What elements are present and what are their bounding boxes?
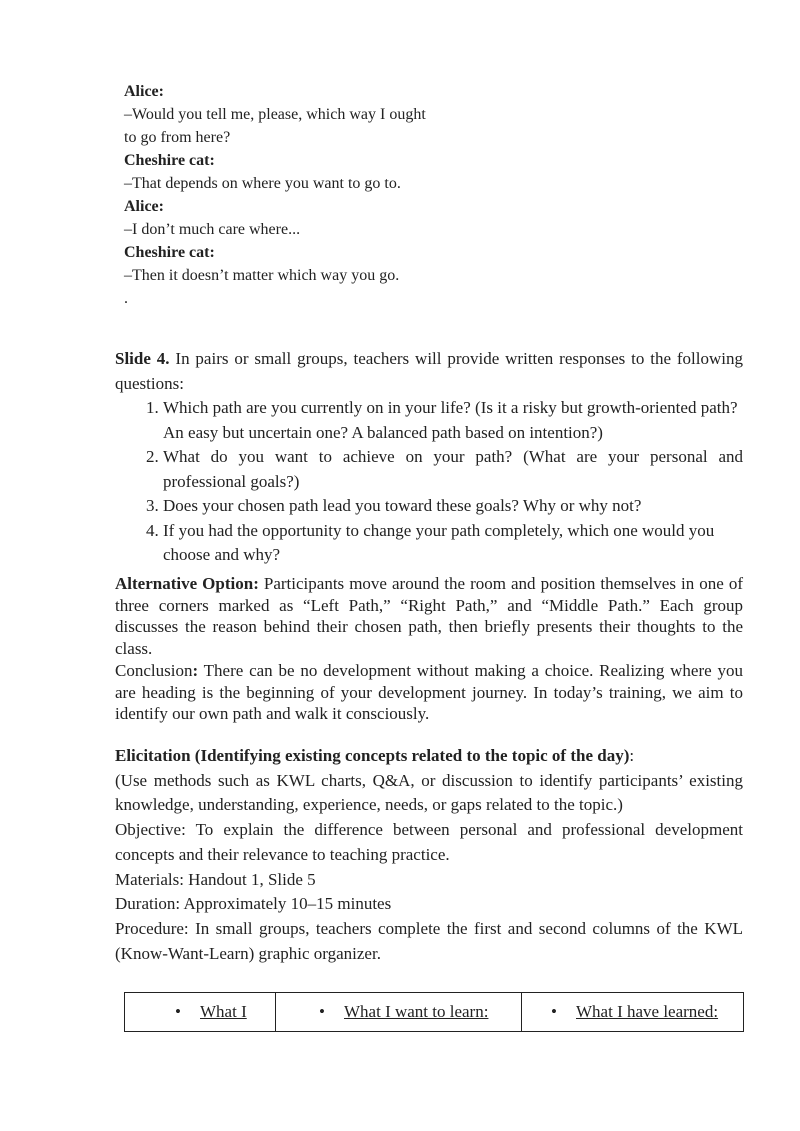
question-item: 2. What do you want to achieve on your path? (What are your personal and professional goals?) bbox=[163, 445, 743, 494]
alternative-option-label: Alternative Option: bbox=[115, 574, 259, 593]
conclusion-paragraph bbox=[115, 660, 743, 725]
conclusion-label: Conclusion bbox=[115, 660, 193, 680]
elicitation-materials: Materials: Handout 1, Slide 5 bbox=[115, 869, 316, 889]
slide-4-intro bbox=[115, 347, 743, 396]
dialogue-line: to go from here? bbox=[124, 129, 231, 146]
bullet: • bbox=[551, 1002, 557, 1021]
kwl-header-row bbox=[125, 993, 744, 1032]
conclusion-colon: : bbox=[192, 660, 199, 680]
question-item: 3. Does your chosen path lead you toward these goals? Why or why not? bbox=[163, 494, 743, 519]
slide-4-section bbox=[115, 347, 743, 568]
dialogue-speaker: Cheshire cat: bbox=[124, 244, 215, 261]
elicitation-heading: Elicitation (Identifying existing concepts related to the topic of the day) bbox=[115, 746, 630, 765]
kwl-want-cell bbox=[276, 993, 522, 1032]
dialogue-speaker: Alice: bbox=[124, 198, 164, 215]
kwl-learned-label: What I have learned: bbox=[576, 1002, 719, 1021]
kwl-want-label: What I want to learn: bbox=[344, 1002, 489, 1021]
elicitation-heading-colon: : bbox=[629, 746, 635, 765]
elicitation-procedure: Procedure: In small groups, teachers complete the first and second columns of the KWL (Know-Want-Learn) graphic organizer. bbox=[115, 918, 743, 963]
bullet: • bbox=[319, 1002, 325, 1021]
dialogue-line: –I don’t much care where... bbox=[124, 221, 301, 238]
question-list bbox=[115, 396, 743, 568]
elicitation-duration: Duration: Approximately 10–15 minutes bbox=[115, 894, 392, 914]
kwl-know-cell bbox=[125, 993, 276, 1032]
alternative-section bbox=[115, 573, 743, 725]
dialogue-speaker: Alice: bbox=[124, 83, 164, 100]
alternative-option-paragraph bbox=[115, 573, 743, 660]
bullet: • bbox=[175, 1002, 181, 1021]
elicitation-heading-line bbox=[115, 744, 743, 769]
elicitation-section bbox=[115, 744, 743, 966]
alternative-option-text: Participants move around the room and position themselves in one of three corners marked as “Left Path,” “Right Path,” and “Middle Path.” Each group discusses the reason behind their chosen path, then briefly presents their thoughts to the class. bbox=[115, 574, 743, 659]
kwl-know-label: What I bbox=[200, 1002, 247, 1021]
conclusion-text: There can be no development without making a choice. Realizing where you are heading is the beginning of your development journey. In today’s training, we aim to identify our own path and walk it consciously. bbox=[115, 660, 743, 724]
slide-4-label: Slide 4. bbox=[115, 349, 170, 368]
kwl-table bbox=[124, 992, 744, 1032]
alice-cheshire-dialogue bbox=[124, 80, 484, 310]
dialogue-speaker: Cheshire cat: bbox=[124, 152, 215, 169]
dialogue-trailing-dot: . bbox=[124, 290, 128, 307]
elicitation-methods: (Use methods such as KWL charts, Q&A, or discussion to identify participants’ existing knowledge, understanding, experience, needs, or gaps related to the topic.) bbox=[115, 770, 743, 815]
dialogue-line: –Then it doesn’t matter which way you go. bbox=[124, 267, 400, 284]
slide-4-intro-text: In pairs or small groups, teachers will provide written responses to the following questions: bbox=[115, 349, 743, 393]
question-item: 1. Which path are you currently on in your life? (Is it a risky but growth-oriented path? An easy but uncertain one? A balanced path based on intention?) bbox=[163, 396, 743, 445]
elicitation-objective: Objective: To explain the difference between personal and professional development concepts and their relevance to teaching practice. bbox=[115, 820, 743, 864]
kwl-learned-cell bbox=[522, 993, 744, 1032]
dialogue-line: –Would you tell me, please, which way I ought bbox=[124, 106, 426, 123]
question-item: 4. If you had the opportunity to change your path completely, which one would you choose and why? bbox=[163, 519, 743, 568]
dialogue-line: –That depends on where you want to go to. bbox=[124, 175, 401, 192]
